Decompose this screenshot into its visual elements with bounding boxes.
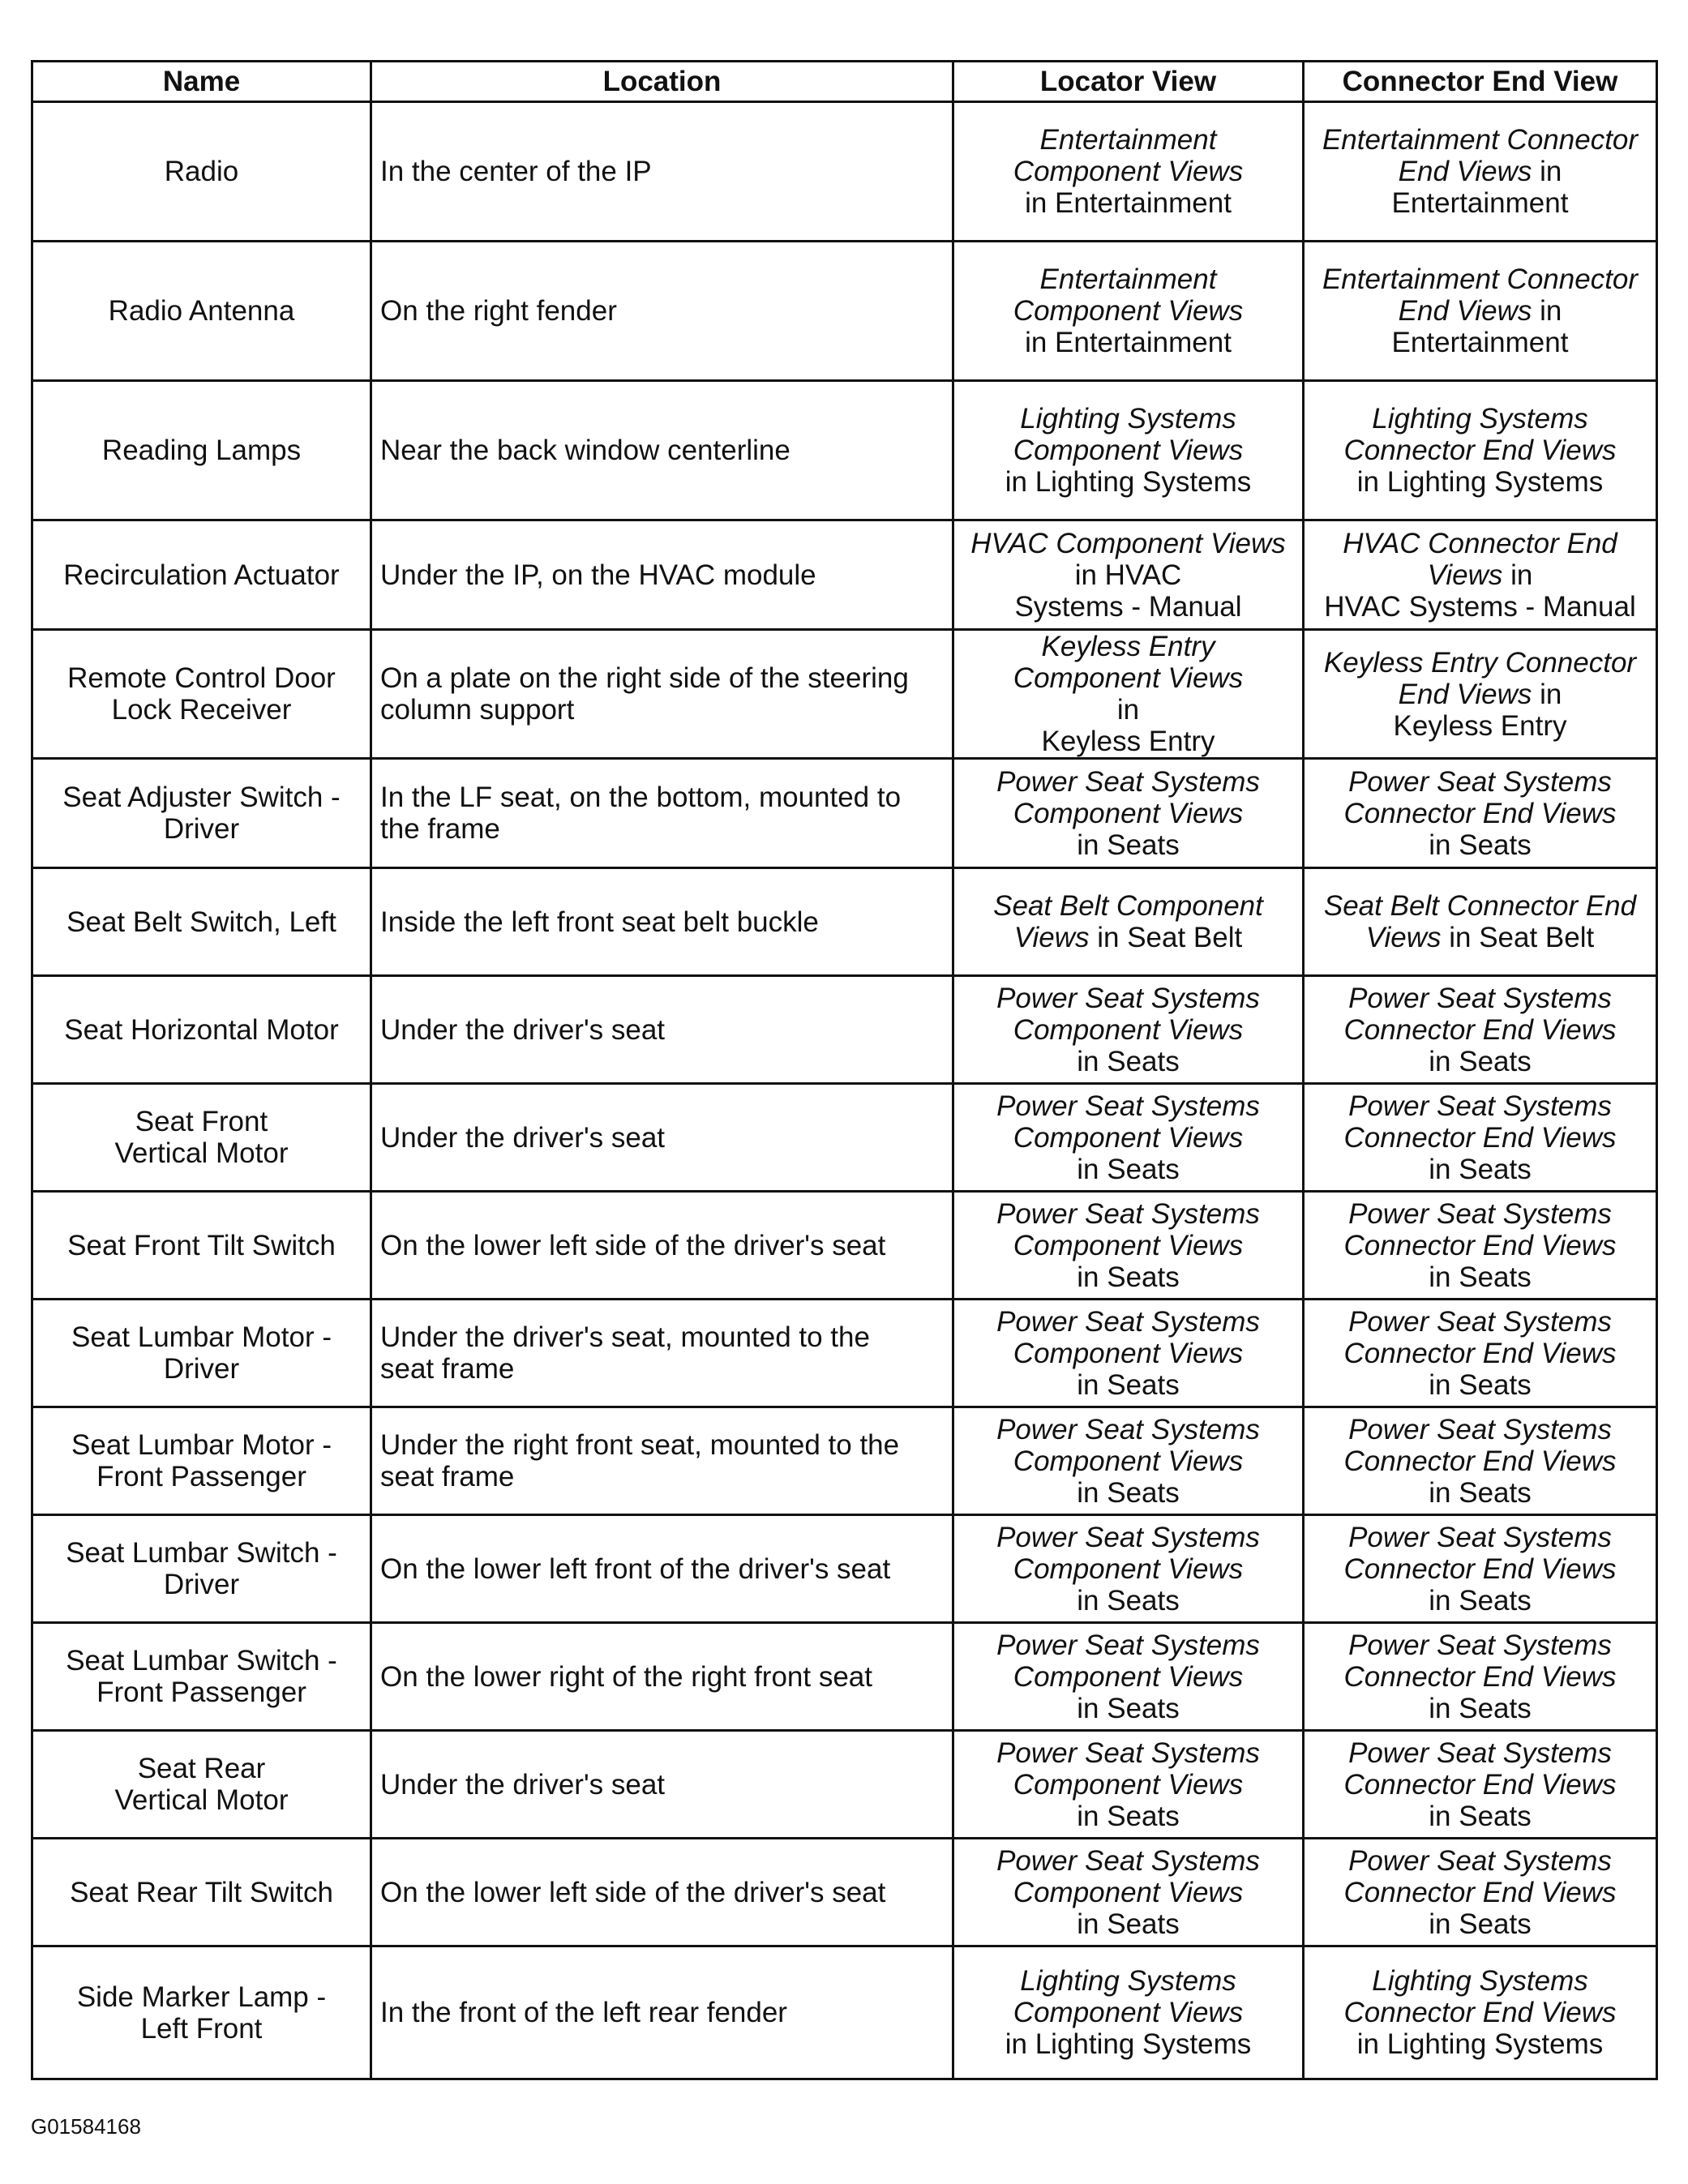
table-row — [32, 1084, 1657, 1192]
location-line: Near the back window centerline — [380, 435, 790, 466]
locator-view-text: Keyless Entry — [1041, 726, 1215, 757]
connector-view-text: Connector End Views — [1343, 1013, 1617, 1046]
table-row — [32, 759, 1657, 868]
connector-view-text: in Seats — [1429, 829, 1532, 861]
cell-name — [32, 1084, 371, 1192]
cell-location — [371, 1084, 953, 1192]
locator-view-text: Component Views — [1013, 1997, 1244, 2028]
cell-locator-view — [953, 976, 1304, 1084]
cell-connector-view — [1304, 1407, 1657, 1515]
cell-locator-view — [953, 1192, 1304, 1300]
cell-locator-view — [953, 1731, 1304, 1839]
locator-view-text: in Entertainment — [1025, 327, 1232, 358]
locator-view-text: Component Views — [1013, 435, 1244, 466]
name-line: Seat Belt Switch, Left — [66, 906, 336, 938]
cell-location — [371, 1300, 953, 1407]
name-line: Vertical Motor — [114, 1137, 289, 1169]
name-line: Driver — [163, 1569, 240, 1600]
locator-view-text: in Seats — [1077, 1153, 1180, 1185]
cell-location — [371, 520, 953, 630]
connector-view-text: in Seats — [1429, 1908, 1532, 1940]
locator-view-text: Component Views — [1013, 1768, 1244, 1801]
connector-view-text: End Views — [1398, 295, 1532, 327]
header-connector-end-view: Connector End View — [1304, 62, 1657, 102]
cell-connector-view — [1304, 976, 1657, 1084]
name-line: Seat Adjuster Switch - — [62, 782, 341, 813]
cell-locator-view — [953, 759, 1304, 868]
connector-view-text: Connector End Views — [1343, 435, 1617, 466]
connector-view-text: in — [1532, 156, 1562, 187]
connector-view-text: Power Seat Systems — [1348, 765, 1612, 798]
cell-locator-view — [953, 242, 1304, 381]
cell-location — [371, 759, 953, 868]
name-line: Seat Lumbar Motor - — [71, 1429, 332, 1461]
location-line: On a plate on the right side of the steering — [380, 662, 909, 694]
location-line: In the LF seat, on the bottom, mounted to — [380, 782, 902, 813]
cell-connector-view — [1304, 1300, 1657, 1407]
locator-view-text: in Seats — [1077, 1584, 1180, 1617]
locator-view-text: Power Seat Systems — [996, 1521, 1260, 1553]
cell-connector-view — [1304, 868, 1657, 976]
locator-view-text: Systems - Manual — [1014, 590, 1242, 623]
connector-view-text: Power Seat Systems — [1348, 1736, 1612, 1769]
name-line: Recirculation Actuator — [63, 559, 340, 591]
connector-view-text: End Views — [1398, 678, 1532, 710]
cell-connector-view — [1304, 1946, 1657, 2079]
locator-view-text: Component Views — [1013, 1121, 1244, 1154]
connector-view-text: in — [1502, 559, 1533, 591]
cell-connector-view — [1304, 242, 1657, 381]
locator-view-text: in Seats — [1077, 1692, 1180, 1724]
connector-view-text: HVAC Systems - Manual — [1324, 590, 1636, 623]
location-line: seat frame — [380, 1353, 515, 1385]
locator-view-text: Component Views — [1013, 1013, 1244, 1046]
connector-view-text: in Seats — [1429, 1692, 1532, 1724]
cell-location — [371, 630, 953, 759]
cell-name — [32, 102, 371, 242]
connector-view-text: Connector End Views — [1343, 1229, 1617, 1261]
connector-view-text: Keyless Entry — [1393, 709, 1567, 742]
name-line: Seat Front Tilt Switch — [67, 1229, 336, 1261]
locator-view-text: in Entertainment — [1025, 187, 1232, 219]
name-line: Front Passenger — [96, 1677, 306, 1708]
header-location: Location — [371, 62, 953, 102]
location-line: Under the right front seat, mounted to the — [380, 1429, 900, 1461]
name-line: Seat Front — [135, 1106, 268, 1137]
connector-view-text: End Views — [1398, 156, 1532, 187]
locator-view-text: Component Views — [1013, 1337, 1244, 1369]
cell-location — [371, 1946, 953, 2079]
cell-connector-view — [1304, 1839, 1657, 1946]
locator-view-text: Seat Belt Component — [993, 890, 1263, 922]
cell-locator-view — [953, 1623, 1304, 1731]
cell-connector-view — [1304, 759, 1657, 868]
location-line: In the front of the left rear fender — [380, 1997, 787, 2028]
connector-view-text: in — [1532, 295, 1562, 327]
cell-connector-view — [1304, 1515, 1657, 1623]
name-line: Radio Antenna — [108, 295, 295, 327]
locator-view-text: Entertainment — [1039, 263, 1217, 295]
cell-locator-view — [953, 520, 1304, 630]
locator-view-text: HVAC Component Views — [970, 527, 1286, 559]
name-line: Seat Lumbar Switch - — [66, 1537, 337, 1569]
locator-view-text: in Seats — [1077, 1908, 1180, 1940]
cell-locator-view — [953, 381, 1304, 520]
cell-name — [32, 1623, 371, 1731]
connector-view-text: Connector End Views — [1343, 1876, 1617, 1908]
cell-name — [32, 630, 371, 759]
connector-view-text: Lighting Systems — [1372, 1965, 1588, 1997]
connector-view-text: Connector End Views — [1343, 1445, 1617, 1477]
location-line: Under the driver's seat — [380, 1768, 666, 1801]
cell-name — [32, 242, 371, 381]
cell-name — [32, 976, 371, 1084]
location-line: Under the driver's seat — [380, 1013, 666, 1046]
cell-locator-view — [953, 1407, 1304, 1515]
locator-view-text: Component Views — [1013, 156, 1244, 187]
name-line: Seat Rear — [137, 1753, 266, 1784]
connector-view-text: Connector End Views — [1343, 1552, 1617, 1585]
locator-view-text: Lighting Systems — [1020, 1965, 1236, 1997]
connector-view-text: Power Seat Systems — [1348, 1090, 1612, 1122]
table-row — [32, 1731, 1657, 1839]
cell-name — [32, 1839, 371, 1946]
name-line: Vertical Motor — [114, 1784, 289, 1816]
table-row — [32, 381, 1657, 520]
connector-view-text: Entertainment Connector — [1322, 124, 1639, 156]
cell-name — [32, 1946, 371, 2079]
connector-view-text: Power Seat Systems — [1348, 1521, 1612, 1553]
cell-location — [371, 1623, 953, 1731]
name-line: Remote Control Door — [67, 662, 336, 694]
cell-name — [32, 759, 371, 868]
cell-connector-view — [1304, 1623, 1657, 1731]
locator-view-text: Component Views — [1013, 1552, 1244, 1585]
cell-location — [371, 242, 953, 381]
table-row — [32, 242, 1657, 381]
location-line: On the lower left side of the driver's seat — [380, 1229, 886, 1261]
cell-locator-view — [953, 1515, 1304, 1623]
locator-view-text: Power Seat Systems — [996, 1629, 1260, 1661]
cell-name — [32, 1192, 371, 1300]
table-row — [32, 1515, 1657, 1623]
table-header — [32, 62, 1657, 102]
cell-connector-view — [1304, 102, 1657, 242]
cell-connector-view — [1304, 381, 1657, 520]
locator-view-text: in Seat Belt — [1089, 922, 1243, 953]
locator-view-text: Component Views — [1013, 1445, 1244, 1477]
name-line: Lock Receiver — [111, 694, 292, 726]
name-line: Driver — [163, 1353, 240, 1385]
connector-view-text: Seat Belt Connector End — [1323, 890, 1637, 922]
locator-view-text: Entertainment — [1039, 124, 1217, 156]
connector-view-text: Connector End Views — [1343, 797, 1617, 829]
header-name: Name — [32, 62, 371, 102]
locator-view-text: in — [1116, 694, 1140, 726]
cell-location — [371, 976, 953, 1084]
table-row — [32, 630, 1657, 759]
cell-location — [371, 1407, 953, 1515]
cell-location — [371, 1731, 953, 1839]
connector-view-text: Entertainment — [1391, 187, 1569, 219]
cell-name — [32, 868, 371, 976]
cell-location — [371, 1839, 953, 1946]
connector-view-text: Entertainment Connector — [1322, 263, 1639, 295]
locator-view-text: Power Seat Systems — [996, 1844, 1260, 1877]
connector-view-text: Power Seat Systems — [1348, 1413, 1612, 1445]
connector-view-text: Power Seat Systems — [1348, 1629, 1612, 1661]
name-line: Seat Lumbar Switch - — [66, 1645, 337, 1677]
table-row — [32, 868, 1657, 976]
connector-view-text: Views — [1427, 559, 1503, 591]
table-row — [32, 1192, 1657, 1300]
locator-view-text: in Seats — [1077, 1368, 1180, 1401]
cell-location — [371, 1515, 953, 1623]
cell-location — [371, 868, 953, 976]
name-line: Reading Lamps — [101, 435, 302, 466]
cell-name — [32, 1407, 371, 1515]
cell-locator-view — [953, 630, 1304, 759]
header-locator-view: Locator View — [953, 62, 1304, 102]
connector-view-text: Power Seat Systems — [1348, 1305, 1612, 1338]
cell-location — [371, 381, 953, 520]
connector-view-text: in Seats — [1429, 1368, 1532, 1401]
locator-view-text: Keyless Entry — [1041, 631, 1215, 662]
location-line: Under the driver's seat — [380, 1121, 666, 1154]
location-line: On the lower left front of the driver's seat — [380, 1552, 891, 1585]
locator-view-text: in Lighting Systems — [1005, 466, 1252, 498]
cell-connector-view — [1304, 1192, 1657, 1300]
locator-view-text: Power Seat Systems — [996, 982, 1260, 1014]
cell-connector-view — [1304, 630, 1657, 759]
locator-view-text: Power Seat Systems — [996, 1305, 1260, 1338]
locator-view-text: Power Seat Systems — [996, 1736, 1260, 1769]
component-locator-table — [31, 60, 1658, 2080]
cell-locator-view — [953, 1839, 1304, 1946]
connector-view-text: in Seats — [1429, 1800, 1532, 1832]
connector-view-text: Connector End Views — [1343, 1121, 1617, 1154]
locator-view-text: Power Seat Systems — [996, 1197, 1260, 1230]
locator-view-text: Component Views — [1013, 1660, 1244, 1693]
table-row — [32, 1839, 1657, 1946]
cell-locator-view — [953, 1300, 1304, 1407]
table-row — [32, 520, 1657, 630]
location-line: On the lower left side of the driver's seat — [380, 1876, 886, 1908]
locator-view-text: in HVAC — [1074, 559, 1182, 591]
figure-id: G01584168 — [31, 2114, 141, 2139]
table-body — [32, 102, 1657, 2079]
connector-view-text: in Seats — [1429, 1476, 1532, 1509]
location-line: On the lower right of the right front seat — [380, 1660, 872, 1693]
locator-view-text: Power Seat Systems — [996, 1090, 1260, 1122]
connector-view-text: in — [1532, 678, 1562, 710]
cell-connector-view — [1304, 1731, 1657, 1839]
locator-view-text: Component Views — [1013, 1876, 1244, 1908]
location-line: column support — [380, 694, 575, 726]
connector-view-text: Connector End Views — [1343, 1768, 1617, 1801]
table-row — [32, 1407, 1657, 1515]
name-line: Seat Horizontal Motor — [64, 1013, 339, 1046]
locator-view-text: Component Views — [1013, 797, 1244, 829]
table-row — [32, 1623, 1657, 1731]
locator-view-text: in Seats — [1077, 1045, 1180, 1077]
locator-view-text: in Seats — [1077, 1476, 1180, 1509]
locator-view-text: Power Seat Systems — [996, 1413, 1260, 1445]
cell-name — [32, 520, 371, 630]
connector-view-text: in Seats — [1429, 1045, 1532, 1077]
location-line: seat frame — [380, 1461, 515, 1492]
table-row — [32, 1946, 1657, 2079]
cell-connector-view — [1304, 1084, 1657, 1192]
locator-view-text: in Seats — [1077, 1800, 1180, 1832]
locator-view-text: Lighting Systems — [1020, 403, 1236, 435]
location-line: Under the IP, on the HVAC module — [380, 559, 816, 591]
locator-view-text: in Seats — [1077, 829, 1180, 861]
connector-view-text: Connector End Views — [1343, 1997, 1617, 2028]
connector-view-text: Power Seat Systems — [1348, 982, 1612, 1014]
locator-view-text: Views — [1013, 922, 1090, 953]
name-line: Radio — [164, 156, 239, 187]
locator-view-text: Component Views — [1013, 662, 1244, 694]
location-line: Under the driver's seat, mounted to the — [380, 1321, 870, 1353]
cell-connector-view — [1304, 520, 1657, 630]
cell-locator-view — [953, 868, 1304, 976]
connector-view-text: Views — [1365, 922, 1442, 953]
connector-view-text: Connector End Views — [1343, 1337, 1617, 1369]
cell-locator-view — [953, 1084, 1304, 1192]
header-row — [32, 62, 1657, 102]
cell-name — [32, 1731, 371, 1839]
name-line: Seat Rear Tilt Switch — [70, 1876, 333, 1908]
table-row — [32, 976, 1657, 1084]
location-line: Inside the left front seat belt buckle — [380, 906, 819, 938]
connector-view-text: Entertainment — [1391, 327, 1569, 358]
table-row — [32, 102, 1657, 242]
cell-locator-view — [953, 1946, 1304, 2079]
location-line: the frame — [380, 813, 500, 845]
cell-name — [32, 1300, 371, 1407]
locator-view-text: in Lighting Systems — [1005, 2028, 1252, 2060]
location-line: On the right fender — [380, 295, 617, 327]
location-line: In the center of the IP — [380, 156, 652, 187]
cell-location — [371, 102, 953, 242]
connector-view-text: Power Seat Systems — [1348, 1844, 1612, 1877]
connector-view-text: in Lighting Systems — [1356, 466, 1604, 498]
locator-view-text: Component Views — [1013, 1229, 1244, 1261]
connector-view-text: Keyless Entry Connector — [1323, 646, 1637, 679]
cell-locator-view — [953, 102, 1304, 242]
locator-view-text: in Seats — [1077, 1261, 1180, 1293]
connector-view-text: in Seats — [1429, 1261, 1532, 1293]
table-row — [32, 1300, 1657, 1407]
cell-name — [32, 381, 371, 520]
connector-view-text: HVAC Connector End — [1343, 527, 1617, 559]
connector-view-text: in Seats — [1429, 1584, 1532, 1617]
name-line: Seat Lumbar Motor - — [71, 1321, 332, 1353]
connector-view-text: in Lighting Systems — [1356, 2028, 1604, 2060]
locator-view-text: Power Seat Systems — [996, 765, 1260, 798]
name-line: Left Front — [140, 2012, 263, 2045]
connector-view-text: Power Seat Systems — [1348, 1197, 1612, 1230]
connector-view-text: Lighting Systems — [1372, 403, 1588, 435]
connector-view-text: Connector End Views — [1343, 1660, 1617, 1693]
name-line: Front Passenger — [96, 1461, 306, 1492]
connector-view-text: in Seats — [1429, 1153, 1532, 1185]
name-line: Side Marker Lamp - — [76, 1981, 327, 2013]
locator-view-text: Component Views — [1013, 295, 1244, 327]
name-line: Driver — [163, 813, 240, 845]
connector-view-text: in Seat Belt — [1441, 922, 1595, 953]
cell-name — [32, 1515, 371, 1623]
cell-location — [371, 1192, 953, 1300]
